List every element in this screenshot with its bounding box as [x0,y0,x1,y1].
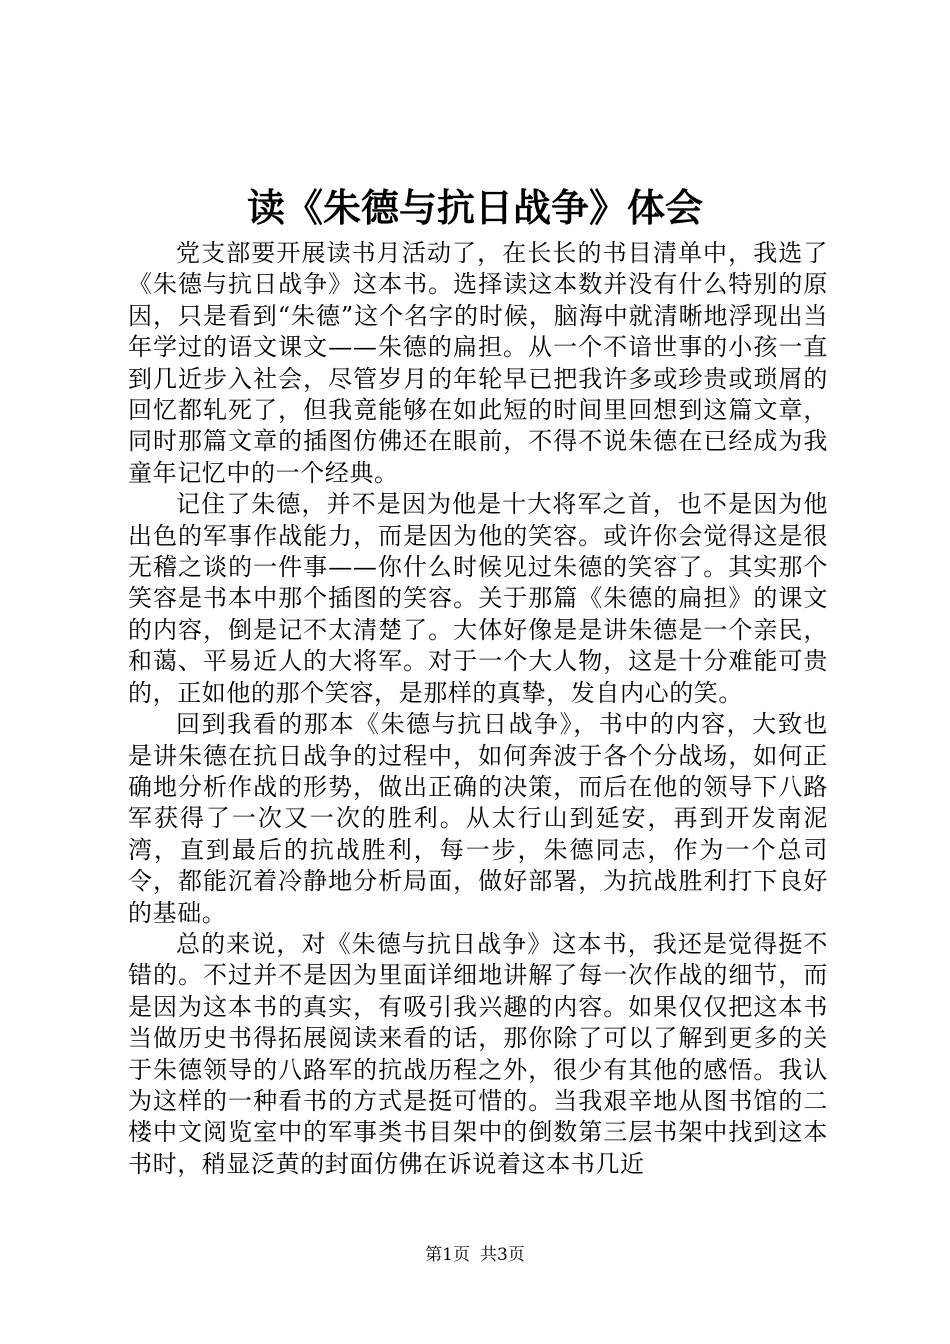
page-number: 第1页 [425,1245,470,1265]
page-total: 共3页 [480,1245,525,1265]
body-paragraph-2: 记住了朱德，并不是因为他是十大将军之首，也不是因为他出色的军事作战能力，而是因为他的笑容。或许你会觉得这是很无稽之谈的一件事——你什么时候见过朱德的笑容了。其实那个笑容是书本中那个插图的笑容。关于那篇《朱德的扁担》的课文的内容，倒是记不太清楚了。大体好像是是讲朱德是一个亲民，和蔼、平易近人的大将军。对于一个大人物，这是十分难能可贵的，正如他的那个笑容，是那样的真挚，发自内心的笑。 [128,490,828,707]
document-title: 读《朱德与抗日战争》体会 [246,185,703,230]
body-paragraph-1: 党支部要开展读书月活动了，在长长的书目清单中，我选了《朱德与抗日战争》这本书。选择读这本数并没有什么特别的原因，只是看到“朱德”这个名字的时候，脑海中就清晰地浮现出当年学过的语文课文——朱德的扁担。从一个不谙世事的小孩一直到几近步入社会，尽管岁月的年轮早已把我许多或珍贵或琐屑的回忆都轧死了，但我竟能够在如此短的时间里回想到这篇文章，同时那篇文章的插图仿佛还在眼前，不得不说朱德在已经成为我童年记忆中的一个经典。 [128,239,828,487]
body-paragraph-3: 回到我看的那本《朱德与抗日战争》，书中的内容，大致也是讲朱德在抗日战争的过程中，如何奔波于各个分战场，如何正确地分析作战的形势，做出正确的决策，而后在他的领导下八路军获得了一次又一次的胜利。从太行山到延安，再到开发南泥湾，直到最后的抗战胜利，每一步，朱德同志，作为一个总司令，都能沉着冷静地分析局面，做好部署，为抗战胜利打下良好的基础。 [128,710,828,927]
document-body [128,238,828,1180]
page-footer [0,1243,950,1267]
body-paragraph-4: 总的来说，对《朱德与抗日战争》这本书，我还是觉得挺不错的。不过并不是因为里面详细地讲解了每一次作战的细节，而是因为这本书的真实，有吸引我兴趣的内容。如果仅仅把这本书当做历史书得拓展阅读来看的话，那你除了可以了解到更多的关于朱德领导的八路军的抗战历程之外，很少有其他的感悟。我认为这样的一种看书的方式是挺可惜的。当我艰辛地从图书馆的二楼中文阅览室中的军事类书目架中的倒数第三层书架中找到这本书时，稍显泛黄的封面仿佛在诉说着这本书几近 [128,929,828,1178]
